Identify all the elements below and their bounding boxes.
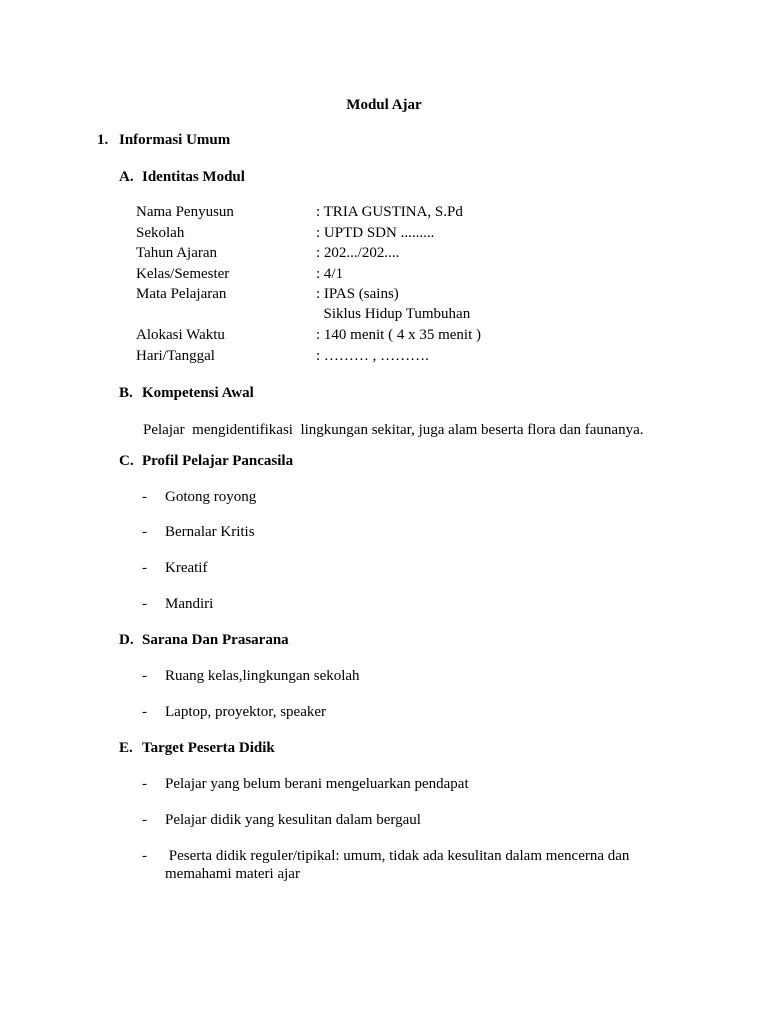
section-c-letter: C. [119,453,134,469]
bullet-dash: - [142,524,147,540]
identitas-label: Sekolah [136,225,185,241]
list-item: Gotong royong [165,489,257,505]
bullet-dash: - [142,776,147,792]
bullet-dash: - [142,668,147,684]
list-item: Ruang kelas,lingkungan sekolah [165,668,360,684]
list-item: Kreatif [165,560,208,576]
bullet-dash: - [142,489,147,505]
section-d-title: Sarana Dan Prasarana [142,632,289,648]
section-1-number: 1. [97,132,109,148]
section-c-title: Profil Pelajar Pancasila [142,453,294,469]
list-item: Bernalar Kritis [165,524,255,540]
identitas-label: Alokasi Waktu [136,327,225,343]
bullet-dash: - [142,596,147,612]
identitas-value: Siklus Hidup Tumbuhan [316,306,471,322]
section-e-title: Target Peserta Didik [142,740,275,756]
section-b-letter: B. [119,385,133,401]
list-item: Laptop, proyektor, speaker [165,704,327,720]
section-d-letter: D. [119,632,134,648]
identitas-label: Nama Penyusun [136,204,234,220]
section-e-letter: E. [119,740,133,756]
identitas-value: : 140 menit ( 4 x 35 menit ) [316,327,481,343]
list-item: Pelajar didik yang kesulitan dalam bergaul [165,812,421,828]
section-b-title: Kompetensi Awal [142,385,254,401]
identitas-value: : 202.../202.... [316,245,400,261]
document-title: Modul Ajar [346,97,422,113]
kompetensi-text: Pelajar mengidentifikasi lingkungan sekitar, juga alam beserta flora dan faunanya. [143,422,644,438]
identitas-label: Hari/Tanggal [136,348,215,364]
identitas-value: : ……… , ………. [316,348,429,364]
list-item: Pelajar yang belum berani mengeluarkan pendapat [165,776,469,792]
identitas-label: Mata Pelajaran [136,286,227,302]
identitas-value: : IPAS (sains) [316,286,399,302]
identitas-value: : TRIA GUSTINA, S.Pd [316,204,463,220]
identitas-value: : UPTD SDN ......... [316,225,435,241]
identitas-value: : 4/1 [316,266,344,282]
bullet-dash: - [142,848,147,864]
section-a-title: Identitas Modul [142,169,245,185]
bullet-dash: - [142,560,147,576]
section-1-title: Informasi Umum [119,132,231,148]
bullet-dash: - [142,812,147,828]
list-item: Mandiri [165,596,214,612]
list-item: Peserta didik reguler/tipikal: umum, tidak ada kesulitan dalam mencerna dan memahami materi ajar [165,848,634,882]
bullet-dash: - [142,704,147,720]
identitas-label: Tahun Ajaran [136,245,218,261]
identitas-label: Kelas/Semester [136,266,230,282]
section-a-letter: A. [119,169,134,185]
